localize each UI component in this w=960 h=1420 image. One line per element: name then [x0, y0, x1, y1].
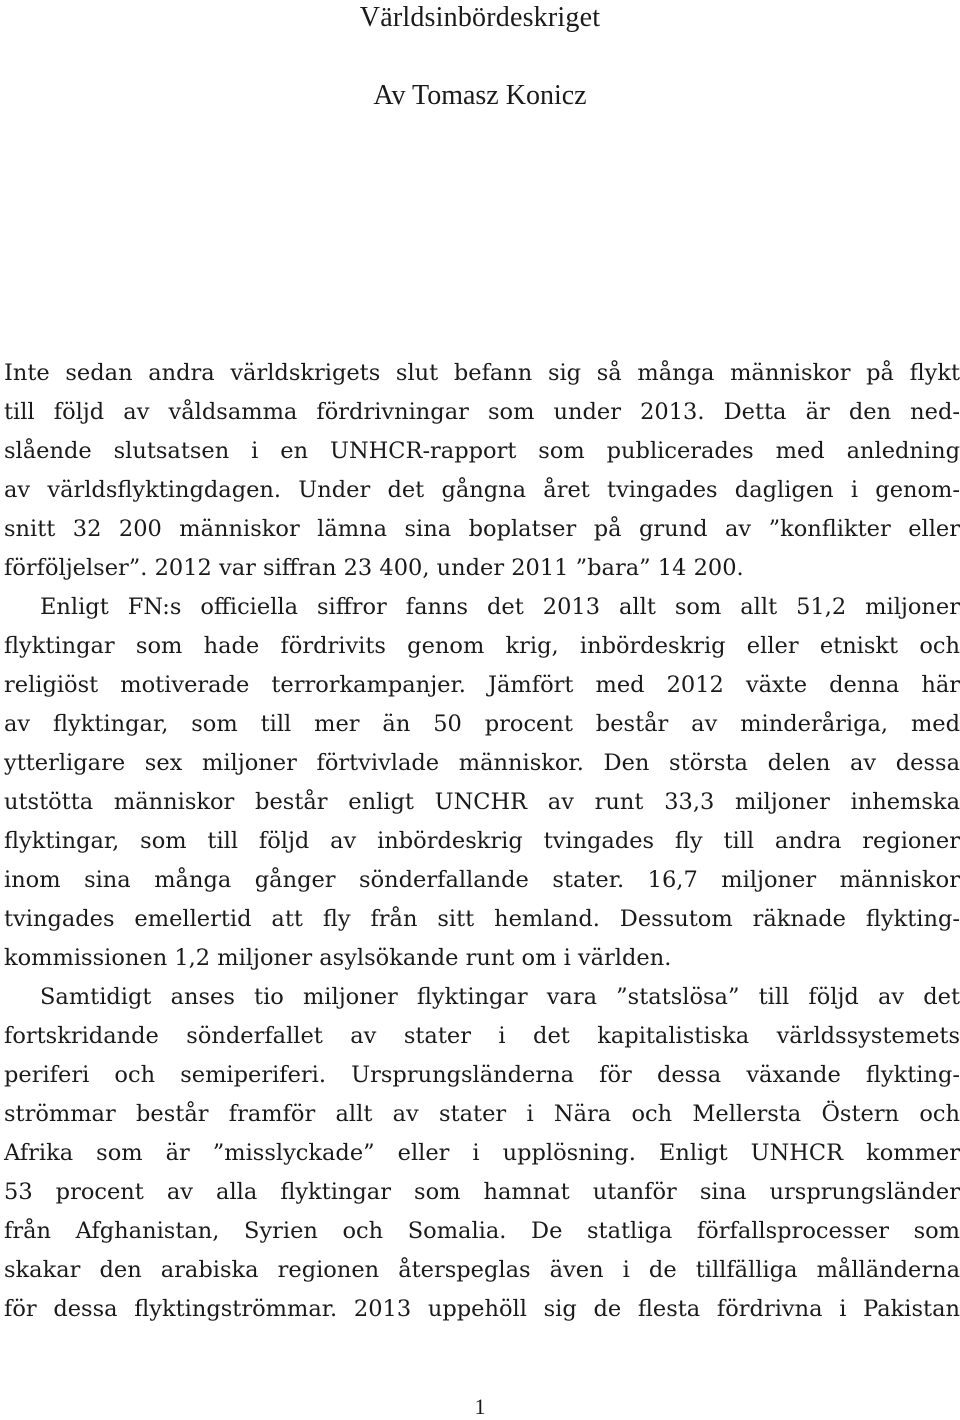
text-line: förföljelser”. 2012 var siffran 23 400, under 2011 ”bara” 14 200.	[4, 555, 744, 581]
text-line: ytterligare sex miljoner förtvivlade människor. Den största delen av dessa	[4, 750, 960, 776]
document-title: Världsinbördeskriget	[359, 2, 601, 33]
text-line: slående slutsatsen i en UNHCR-rapport som publicerades med anledning	[4, 438, 960, 464]
text-line: från Afghanistan, Syrien och Somalia. De statliga förfallsprocesser som	[4, 1218, 960, 1244]
text-line: utstötta människor består enligt UNCHR av runt 33,3 miljoner inhemska	[4, 789, 960, 815]
text-line: skakar den arabiska regionen återspeglas även i de tillfälliga målländerna	[4, 1257, 960, 1283]
text-line: av världsflyktingdagen. Under det gångna året tvingades dagligen i genom-	[4, 477, 960, 503]
text-line: Afrika som är ”misslyckade” eller i upplösning. Enligt UNHCR kommer	[4, 1140, 960, 1166]
text-line: för dessa flyktingströmmar. 2013 uppehöll sig de flesta fördrivna i Pakistan	[4, 1296, 960, 1322]
text-line: 53 procent av alla flyktingar som hamnat utanför sina ursprungsländer	[4, 1179, 960, 1205]
text-line: flyktingar som hade fördrivits genom krig, inbördeskrig eller etniskt och	[4, 633, 960, 659]
text-line: kommissionen 1,2 miljoner asylsökande runt om i världen.	[4, 945, 672, 971]
document-author: Av Tomasz Konicz	[373, 80, 587, 111]
text-line: periferi och semiperiferi. Ursprungsländerna för dessa växande flykting-	[4, 1062, 960, 1088]
text-line: Inte sedan andra världskrigets slut befann sig så många människor på flykt	[4, 360, 960, 386]
page-number: 1	[474, 1394, 486, 1419]
text-line: Samtidigt anses tio miljoner flyktingar vara ”statslösa” till följd av det	[40, 984, 960, 1010]
text-line: fortskridande sönderfallet av stater i det kapitalistiska världssystemets	[4, 1023, 960, 1049]
article-body	[0, 354, 960, 1329]
text-line: snitt 32 200 människor lämna sina boplatser på grund av ”konflikter eller	[4, 516, 960, 542]
text-line: strömmar består framför allt av stater i Nära och Mellersta Östern och	[4, 1101, 960, 1127]
text-line: Enligt FN:s officiella siffror fanns det 2013 allt som allt 51,2 miljoner	[40, 594, 960, 620]
text-line: tvingades emellertid att fly från sitt hemland. Dessutom räknade flykting-	[4, 906, 960, 932]
text-line: till följd av våldsamma fördrivningar som under 2013. Detta är den ned-	[4, 399, 960, 425]
text-line: av flyktingar, som till mer än 50 procent består av minderåriga, med	[4, 711, 960, 737]
text-line: flyktingar, som till följd av inbördeskrig tvingades fly till andra regioner	[4, 828, 960, 854]
text-line: religiöst motiverade terrorkampanjer. Jämfört med 2012 växte denna här	[4, 672, 960, 698]
text-line: inom sina många gånger sönderfallande stater. 16,7 miljoner människor	[4, 867, 960, 893]
